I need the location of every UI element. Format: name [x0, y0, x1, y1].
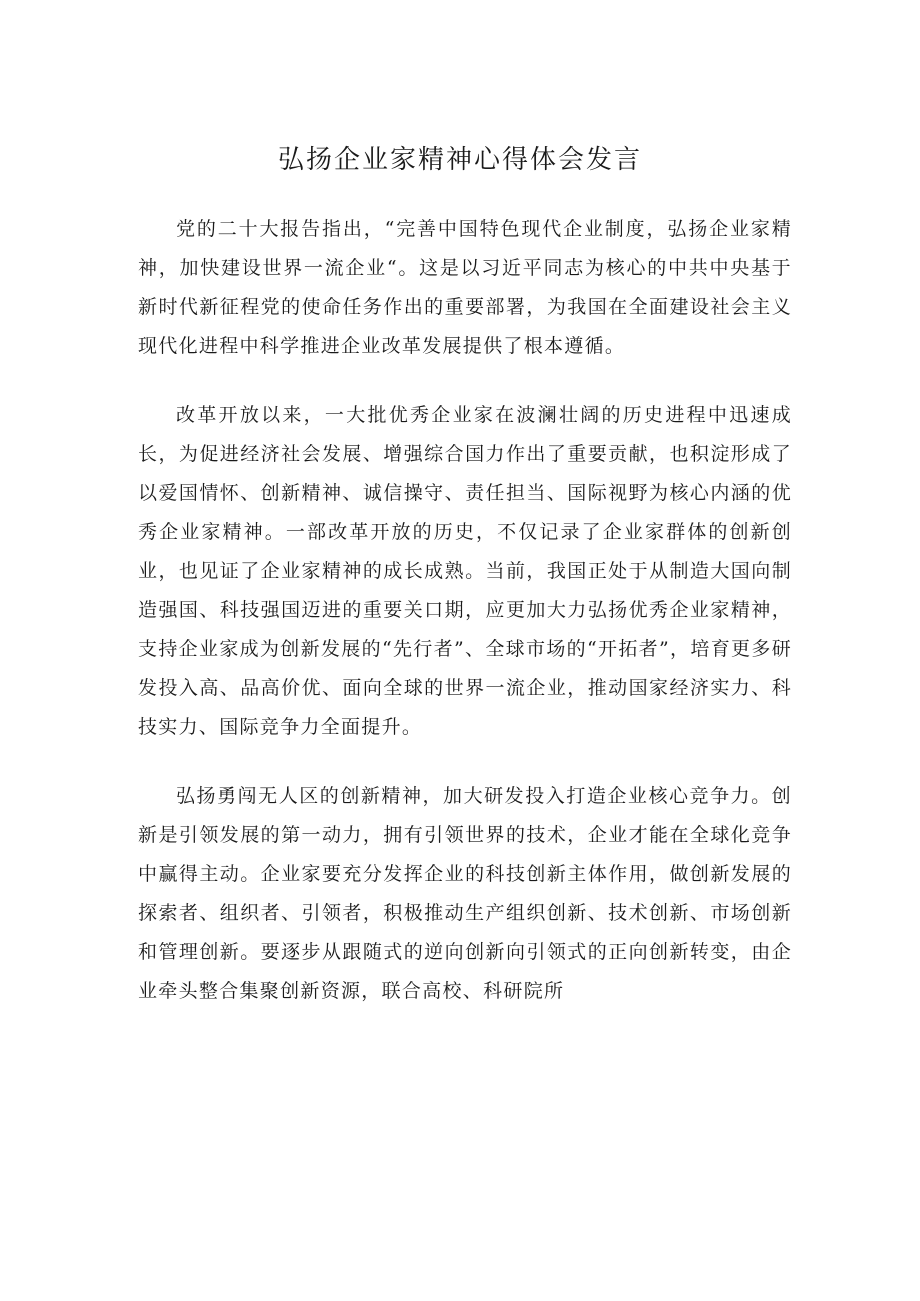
document-title: 弘扬企业家精神心得体会发言: [277, 145, 642, 175]
paragraph-3: 弘扬勇闯无人区的创新精神，加大研发投入打造企业核心竞争力。创新是引领发展的第一动力，拥有引领世界的技术，企业才能在全球化竞争中赢得主动。企业家要充分发挥企业的科技创新主体作用，做创新发展的探索者、组织者、引领者，积极推动生产组织创新、技术创新、市场创新和管理创新。要逐步从跟随式的逆向创新向引领式的正向创新转变，由企业牵头整合集聚创新资源，联合高校、科研院所: [138, 785, 792, 1002]
paragraph-1: 党的二十大报告指出，“完善中国特色现代企业制度，弘扬企业家精神，加快建设世界一流企业“。这是以习近平同志为核心的中共中央基于新时代新征程党的使命任务作出的重要部署，为我国在全面建设社会主义现代化进程中科学推进企业改革发展提供了根本遵循。: [138, 218, 792, 357]
paragraph-2: 改革开放以来，一大批优秀企业家在波澜壮阔的历史进程中迅速成长，为促进经济社会发展、增强综合国力作出了重要贡献，也积淀形成了以爱国情怀、创新精神、诚信操守、责任担当、国际视野为核心内涵的优秀企业家精神。一部改革开放的历史，不仅记录了企业家群体的创新创业，也见证了企业家精神的成长成熟。当前，我国正处于从制造大国向制造强国、科技强国迈进的重要关口期，应更加大力弘扬优秀企业家精神，支持企业家成为创新发展的“先行者”、全球市场的“开拓者”，培育更多研发投入高、品高价优、面向全球的世界一流企业，推动国家经济实力、科技实力、国际竞争力全面提升。: [138, 404, 792, 738]
document-body: [138, 210, 792, 1011]
